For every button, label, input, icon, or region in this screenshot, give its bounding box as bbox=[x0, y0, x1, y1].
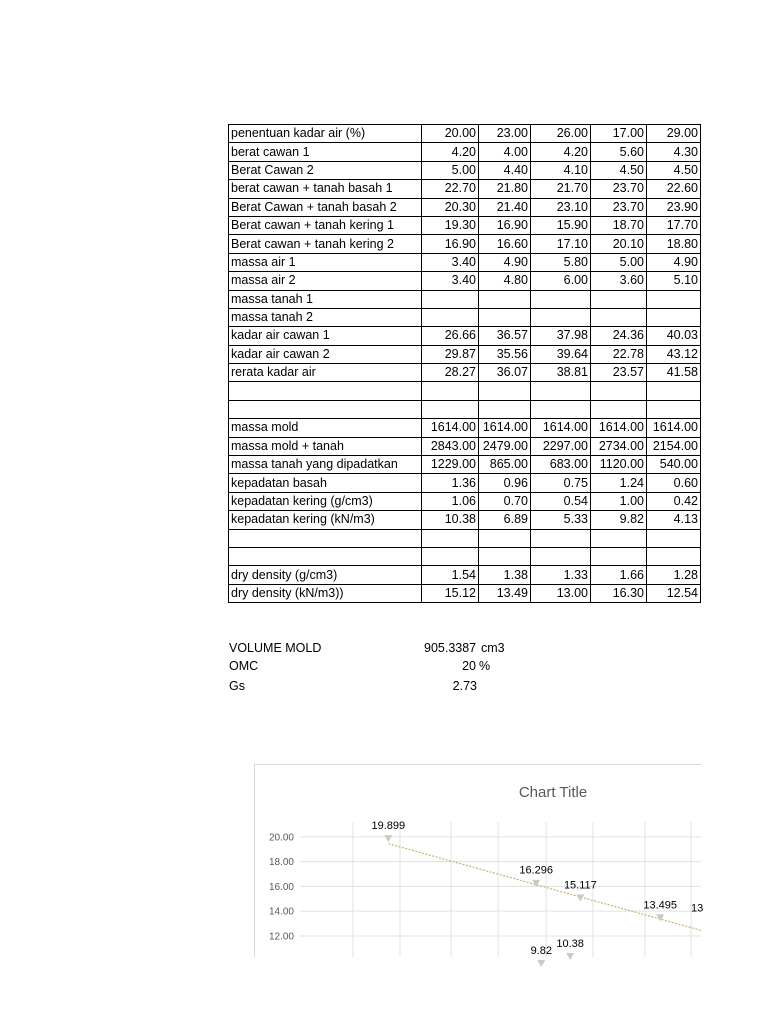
omc-value: 20 bbox=[462, 659, 476, 673]
table-cell[interactable]: 38.81 bbox=[531, 364, 591, 382]
table-cell[interactable]: 6.00 bbox=[531, 272, 591, 290]
table-cell[interactable]: 28.27 bbox=[422, 364, 479, 382]
table-cell[interactable]: 5.00 bbox=[422, 161, 479, 179]
table-cell[interactable] bbox=[531, 290, 591, 308]
data-point bbox=[537, 960, 545, 967]
table-cell[interactable]: 22.70 bbox=[422, 180, 479, 198]
table-row bbox=[229, 143, 701, 161]
chart-svg bbox=[255, 765, 704, 957]
omc-label: OMC bbox=[229, 659, 259, 673]
table-row bbox=[229, 419, 701, 437]
table-row bbox=[229, 327, 701, 345]
table-row bbox=[229, 180, 701, 198]
table-cell[interactable]: 865.00 bbox=[479, 456, 531, 474]
table-row bbox=[229, 437, 701, 455]
table-row bbox=[229, 511, 701, 529]
table-row bbox=[229, 161, 701, 179]
table-cell[interactable]: 20.30 bbox=[422, 198, 479, 216]
table-cell[interactable]: 13.00 bbox=[531, 584, 591, 602]
table-cell[interactable]: 2843.00 bbox=[422, 437, 479, 455]
row-label[interactable]: massa tanah 1 bbox=[229, 290, 422, 308]
table-cell[interactable] bbox=[531, 529, 591, 547]
volume-mold-label: VOLUME MOLD bbox=[229, 641, 322, 655]
y-tick-label: 12.00 bbox=[268, 931, 294, 943]
table-cell[interactable]: 37.98 bbox=[531, 327, 591, 345]
table-cell[interactable]: 4.13 bbox=[647, 511, 701, 529]
table-row bbox=[229, 125, 701, 143]
volume-mold-unit: cm3 bbox=[481, 641, 505, 655]
table-row bbox=[229, 566, 701, 584]
table-cell[interactable] bbox=[591, 308, 647, 326]
table-cell[interactable]: 23.57 bbox=[591, 364, 647, 382]
table-cell[interactable]: 5.10 bbox=[647, 272, 701, 290]
table-cell[interactable]: 1120.00 bbox=[591, 456, 647, 474]
table-cell[interactable] bbox=[591, 529, 647, 547]
row-label[interactable]: penentuan kadar air (%) bbox=[229, 125, 422, 143]
table-cell[interactable]: 23.70 bbox=[591, 180, 647, 198]
row-label[interactable] bbox=[229, 382, 422, 400]
table-cell[interactable]: 3.40 bbox=[422, 272, 479, 290]
table-cell[interactable] bbox=[647, 382, 701, 400]
table-cell[interactable] bbox=[479, 308, 531, 326]
table-cell[interactable]: 1.24 bbox=[591, 474, 647, 492]
table-cell[interactable] bbox=[531, 308, 591, 326]
table-cell[interactable]: 4.40 bbox=[479, 161, 531, 179]
table-cell[interactable]: 21.70 bbox=[531, 180, 591, 198]
table-cell[interactable]: 10.38 bbox=[422, 511, 479, 529]
table-cell[interactable]: 1.28 bbox=[647, 566, 701, 584]
table-cell[interactable]: 1614.00 bbox=[591, 419, 647, 437]
table-cell[interactable]: 26.00 bbox=[531, 125, 591, 143]
table-row bbox=[229, 364, 701, 382]
table-cell[interactable]: 683.00 bbox=[531, 456, 591, 474]
row-label[interactable]: dry density (kN/m3)) bbox=[229, 584, 422, 602]
data-label: 9.82 bbox=[530, 944, 552, 957]
table-cell[interactable]: 35.56 bbox=[479, 345, 531, 363]
table-cell[interactable]: 36.07 bbox=[479, 364, 531, 382]
table-cell[interactable]: 2154.00 bbox=[647, 437, 701, 455]
data-label: 13 bbox=[691, 902, 704, 915]
row-label[interactable] bbox=[229, 529, 422, 547]
table-cell[interactable]: 0.42 bbox=[647, 492, 701, 510]
table-row bbox=[229, 308, 701, 326]
row-label[interactable]: Berat Cawan + tanah basah 2 bbox=[229, 198, 422, 216]
row-label[interactable]: rerata kadar air bbox=[229, 364, 422, 382]
row-label[interactable]: Berat Cawan 2 bbox=[229, 161, 422, 179]
table-cell[interactable]: 9.82 bbox=[591, 511, 647, 529]
table-cell[interactable]: 18.70 bbox=[591, 216, 647, 234]
table-cell[interactable]: 17.00 bbox=[591, 125, 647, 143]
table-cell[interactable]: 6.89 bbox=[479, 511, 531, 529]
row-label[interactable]: Berat cawan + tanah kering 2 bbox=[229, 235, 422, 253]
table-cell[interactable]: 4.20 bbox=[531, 143, 591, 161]
table-cell[interactable]: 29.87 bbox=[422, 345, 479, 363]
table-cell[interactable]: 16.90 bbox=[422, 235, 479, 253]
trendline bbox=[388, 844, 704, 931]
data-point bbox=[576, 894, 584, 901]
table-cell[interactable]: 23.70 bbox=[591, 198, 647, 216]
data-label: 19.899 bbox=[371, 820, 406, 833]
table-row bbox=[229, 529, 701, 547]
table-cell[interactable]: 4.30 bbox=[647, 143, 701, 161]
table-cell[interactable] bbox=[531, 547, 591, 565]
table-cell[interactable] bbox=[647, 529, 701, 547]
table-cell[interactable]: 4.50 bbox=[647, 161, 701, 179]
table-row bbox=[229, 253, 701, 271]
table-cell[interactable]: 40.03 bbox=[647, 327, 701, 345]
data-point bbox=[566, 953, 574, 960]
table-cell[interactable]: 1.66 bbox=[591, 566, 647, 584]
row-label[interactable]: kepadatan kering (kN/m3) bbox=[229, 511, 422, 529]
table-cell[interactable]: 4.90 bbox=[647, 253, 701, 271]
table-cell[interactable]: 4.80 bbox=[479, 272, 531, 290]
table-row bbox=[229, 382, 701, 400]
table-cell[interactable]: 1614.00 bbox=[479, 419, 531, 437]
table-row bbox=[229, 272, 701, 290]
table-cell[interactable]: 29.00 bbox=[647, 125, 701, 143]
table-cell[interactable] bbox=[591, 400, 647, 418]
y-tick-label: 14.00 bbox=[268, 906, 294, 918]
table-cell[interactable]: 23.00 bbox=[479, 125, 531, 143]
table-cell[interactable]: 19.30 bbox=[422, 216, 479, 234]
table-cell[interactable]: 1229.00 bbox=[422, 456, 479, 474]
table-cell[interactable]: 41.58 bbox=[647, 364, 701, 382]
row-label[interactable]: massa mold + tanah bbox=[229, 437, 422, 455]
table-cell[interactable]: 23.10 bbox=[531, 198, 591, 216]
table-cell[interactable]: 36.57 bbox=[479, 327, 531, 345]
table-cell[interactable] bbox=[647, 547, 701, 565]
table-cell[interactable]: 1.54 bbox=[422, 566, 479, 584]
row-label[interactable]: Berat cawan + tanah kering 1 bbox=[229, 216, 422, 234]
table-cell[interactable]: 21.40 bbox=[479, 198, 531, 216]
chart-title: Chart Title bbox=[518, 784, 588, 801]
table-row bbox=[229, 584, 701, 602]
data-label: 16.296 bbox=[519, 864, 554, 877]
row-label[interactable]: massa air 1 bbox=[229, 253, 422, 271]
table-cell[interactable] bbox=[531, 400, 591, 418]
table-cell[interactable]: 4.20 bbox=[422, 143, 479, 161]
table-row bbox=[229, 547, 701, 565]
table-cell[interactable]: 540.00 bbox=[647, 456, 701, 474]
table-row bbox=[229, 400, 701, 418]
table-cell[interactable] bbox=[479, 382, 531, 400]
table-cell[interactable] bbox=[422, 547, 479, 565]
table-cell[interactable]: 16.90 bbox=[479, 216, 531, 234]
row-label[interactable]: kepadatan kering (g/cm3) bbox=[229, 492, 422, 510]
table-cell[interactable]: 1.06 bbox=[422, 492, 479, 510]
table-cell[interactable]: 1.00 bbox=[591, 492, 647, 510]
table-row bbox=[229, 235, 701, 253]
table-cell[interactable]: 24.36 bbox=[591, 327, 647, 345]
row-label[interactable]: massa tanah yang dipadatkan bbox=[229, 456, 422, 474]
data-point bbox=[384, 835, 392, 842]
table-cell[interactable] bbox=[479, 400, 531, 418]
table-cell[interactable]: 3.40 bbox=[422, 253, 479, 271]
table-cell[interactable]: 0.60 bbox=[647, 474, 701, 492]
table-cell[interactable]: 15.12 bbox=[422, 584, 479, 602]
table-cell[interactable]: 3.60 bbox=[591, 272, 647, 290]
table-cell[interactable]: 1614.00 bbox=[647, 419, 701, 437]
table-cell[interactable]: 2734.00 bbox=[591, 437, 647, 455]
table-cell[interactable]: 16.30 bbox=[591, 584, 647, 602]
row-label[interactable]: kadar air cawan 1 bbox=[229, 327, 422, 345]
table-cell[interactable]: 4.10 bbox=[531, 161, 591, 179]
y-tick-label: 20.00 bbox=[268, 832, 294, 844]
table-cell[interactable]: 2479.00 bbox=[479, 437, 531, 455]
table-cell[interactable]: 15.90 bbox=[531, 216, 591, 234]
data-label: 13.495 bbox=[643, 899, 678, 912]
table-cell[interactable] bbox=[479, 290, 531, 308]
gs-value: 2.73 bbox=[452, 679, 477, 693]
row-label[interactable] bbox=[229, 547, 422, 565]
table-cell[interactable]: 0.70 bbox=[479, 492, 531, 510]
table-cell[interactable]: 0.54 bbox=[531, 492, 591, 510]
table-cell[interactable] bbox=[479, 547, 531, 565]
table-cell[interactable]: 39.64 bbox=[531, 345, 591, 363]
dry-density-chart[interactable] bbox=[254, 764, 704, 957]
table-cell[interactable]: 17.70 bbox=[647, 216, 701, 234]
y-tick-label: 16.00 bbox=[268, 881, 294, 893]
row-label[interactable]: massa air 2 bbox=[229, 272, 422, 290]
table-row bbox=[229, 345, 701, 363]
table-cell[interactable]: 43.12 bbox=[647, 345, 701, 363]
row-label[interactable]: massa tanah 2 bbox=[229, 308, 422, 326]
gs-label: Gs bbox=[229, 679, 245, 693]
table-cell[interactable] bbox=[422, 382, 479, 400]
table-cell[interactable]: 4.00 bbox=[479, 143, 531, 161]
table-cell[interactable] bbox=[647, 290, 701, 308]
table-cell[interactable] bbox=[647, 400, 701, 418]
table-cell[interactable]: 12.54 bbox=[647, 584, 701, 602]
data-label: 15.117 bbox=[563, 879, 597, 892]
table-cell[interactable]: 5.80 bbox=[531, 253, 591, 271]
table-cell[interactable]: 17.10 bbox=[531, 235, 591, 253]
table-cell[interactable]: 22.78 bbox=[591, 345, 647, 363]
table-cell[interactable]: 16.60 bbox=[479, 235, 531, 253]
table-cell[interactable] bbox=[531, 382, 591, 400]
table-cell[interactable] bbox=[422, 400, 479, 418]
table-cell[interactable] bbox=[422, 290, 479, 308]
table-cell[interactable]: 5.60 bbox=[591, 143, 647, 161]
table-cell[interactable]: 4.90 bbox=[479, 253, 531, 271]
table-cell[interactable]: 5.33 bbox=[531, 511, 591, 529]
table-cell[interactable]: 21.80 bbox=[479, 180, 531, 198]
table-cell[interactable]: 1.33 bbox=[531, 566, 591, 584]
table-cell[interactable]: 1614.00 bbox=[422, 419, 479, 437]
row-label[interactable]: kadar air cawan 2 bbox=[229, 345, 422, 363]
table-cell[interactable]: 1.38 bbox=[479, 566, 531, 584]
table-cell[interactable] bbox=[422, 308, 479, 326]
table-cell[interactable]: 26.66 bbox=[422, 327, 479, 345]
omc-unit: % bbox=[479, 659, 491, 673]
table-cell[interactable]: 20.10 bbox=[591, 235, 647, 253]
row-label[interactable]: massa mold bbox=[229, 419, 422, 437]
table-row bbox=[229, 290, 701, 308]
table-cell[interactable] bbox=[591, 290, 647, 308]
table-cell[interactable]: 2297.00 bbox=[531, 437, 591, 455]
table-row bbox=[229, 216, 701, 234]
data-label: 10.38 bbox=[556, 938, 584, 951]
table-row bbox=[229, 492, 701, 510]
table-cell[interactable]: 18.80 bbox=[647, 235, 701, 253]
table-cell[interactable] bbox=[647, 308, 701, 326]
row-label[interactable] bbox=[229, 400, 422, 418]
table-cell[interactable] bbox=[422, 529, 479, 547]
table-cell[interactable]: 22.60 bbox=[647, 180, 701, 198]
table-cell[interactable] bbox=[479, 529, 531, 547]
data-point bbox=[532, 880, 540, 887]
y-tick-label: 18.00 bbox=[268, 857, 294, 869]
row-label[interactable]: berat cawan 1 bbox=[229, 143, 422, 161]
table-cell[interactable]: 13.49 bbox=[479, 584, 531, 602]
table-cell[interactable]: 0.96 bbox=[479, 474, 531, 492]
table-cell[interactable]: 1614.00 bbox=[531, 419, 591, 437]
table-row bbox=[229, 198, 701, 216]
table-row bbox=[229, 456, 701, 474]
table-cell[interactable] bbox=[591, 547, 647, 565]
row-label[interactable]: berat cawan + tanah basah 1 bbox=[229, 180, 422, 198]
table-cell[interactable] bbox=[591, 382, 647, 400]
water-content-table bbox=[228, 124, 701, 603]
table-cell[interactable]: 23.90 bbox=[647, 198, 701, 216]
table-cell[interactable]: 0.75 bbox=[531, 474, 591, 492]
table-cell[interactable]: 4.50 bbox=[591, 161, 647, 179]
table-cell[interactable]: 5.00 bbox=[591, 253, 647, 271]
table-cell[interactable]: 20.00 bbox=[422, 125, 479, 143]
row-label[interactable]: dry density (g/cm3) bbox=[229, 566, 422, 584]
table-row bbox=[229, 474, 701, 492]
row-label[interactable]: kepadatan basah bbox=[229, 474, 422, 492]
volume-mold-value: 905.3387 bbox=[424, 641, 477, 655]
table-cell[interactable]: 1.36 bbox=[422, 474, 479, 492]
